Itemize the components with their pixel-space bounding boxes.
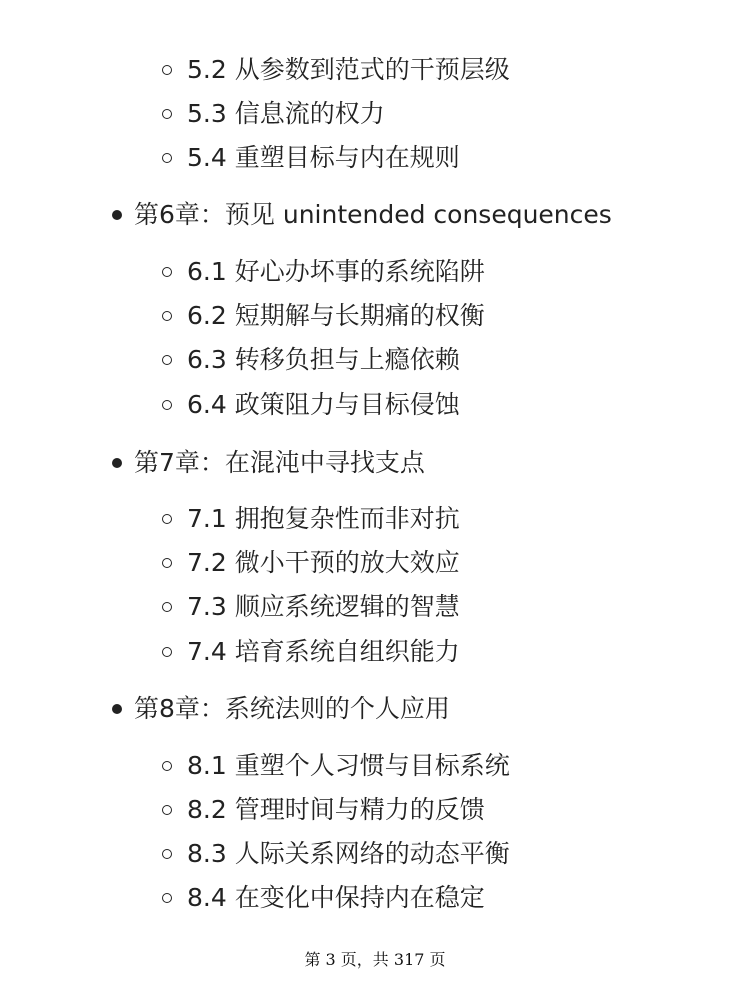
toc-chapter-6 [112,197,612,233]
toc-section-6-3 [162,342,460,378]
toc-chapter-label: 第8章：系统法则的个人应用 [134,694,450,723]
toc-section-label: 6.1 好心办坏事的系统陷阱 [187,257,485,286]
toc-section-label: 7.3 顺应系统逻辑的智慧 [187,592,460,621]
toc-section-label: 6.3 转移负担与上瘾依赖 [187,345,460,374]
toc-section-label: 6.2 短期解与长期痛的权衡 [187,301,485,330]
toc-section-8-2 [162,792,485,828]
toc-section-label: 5.2 从参数到范式的干预层级 [187,55,510,84]
page-footer [0,949,750,971]
toc-section-label: 7.1 拥抱复杂性而非对抗 [187,504,460,533]
circle-bullet-icon [162,849,172,859]
toc-section-6-1 [162,254,485,290]
toc-section-8-3 [162,836,510,872]
toc-section-label: 8.3 人际关系网络的动态平衡 [187,839,510,868]
circle-bullet-icon [162,514,172,524]
toc-section-label: 5.4 重塑目标与内在规则 [187,143,460,172]
toc-section-label: 8.1 重塑个人习惯与目标系统 [187,751,510,780]
circle-bullet-icon [162,602,172,612]
toc-chapter-label: 第6章：预见 unintended consequences [134,200,612,229]
circle-bullet-icon [162,153,172,163]
toc-section-8-1 [162,748,510,784]
toc-section-label: 7.2 微小干预的放大效应 [187,548,460,577]
circle-bullet-icon [162,311,172,321]
toc-section-label: 8.4 在变化中保持内在稳定 [187,883,485,912]
circle-bullet-icon [162,267,172,277]
circle-bullet-icon [162,355,172,365]
toc-section-label: 6.4 政策阻力与目标侵蚀 [187,390,460,419]
toc-section-5-2 [162,52,510,88]
circle-bullet-icon [162,805,172,815]
circle-bullet-icon [162,558,172,568]
toc-section-label: 5.3 信息流的权力 [187,99,385,128]
toc-section-6-4 [162,387,460,423]
toc-section-7-4 [162,634,460,670]
circle-bullet-icon [162,65,172,75]
toc-section-6-2 [162,298,485,334]
disc-bullet-icon [112,704,122,714]
toc-chapter-8 [112,691,450,727]
toc-section-7-1 [162,501,460,537]
circle-bullet-icon [162,761,172,771]
toc-section-5-4 [162,140,460,176]
circle-bullet-icon [162,109,172,119]
circle-bullet-icon [162,400,172,410]
toc-chapter-7 [112,445,425,481]
disc-bullet-icon [112,210,122,220]
disc-bullet-icon [112,458,122,468]
toc-section-8-4 [162,880,485,916]
toc-section-7-2 [162,545,460,581]
toc-section-5-3 [162,96,385,132]
circle-bullet-icon [162,893,172,903]
toc-section-7-3 [162,589,460,625]
toc-section-label: 7.4 培育系统自组织能力 [187,637,460,666]
page-number: 第 3 页，共 317 页 [304,950,446,969]
toc-section-label: 8.2 管理时间与精力的反馈 [187,795,485,824]
toc-chapter-label: 第7章：在混沌中寻找支点 [134,448,425,477]
circle-bullet-icon [162,647,172,657]
